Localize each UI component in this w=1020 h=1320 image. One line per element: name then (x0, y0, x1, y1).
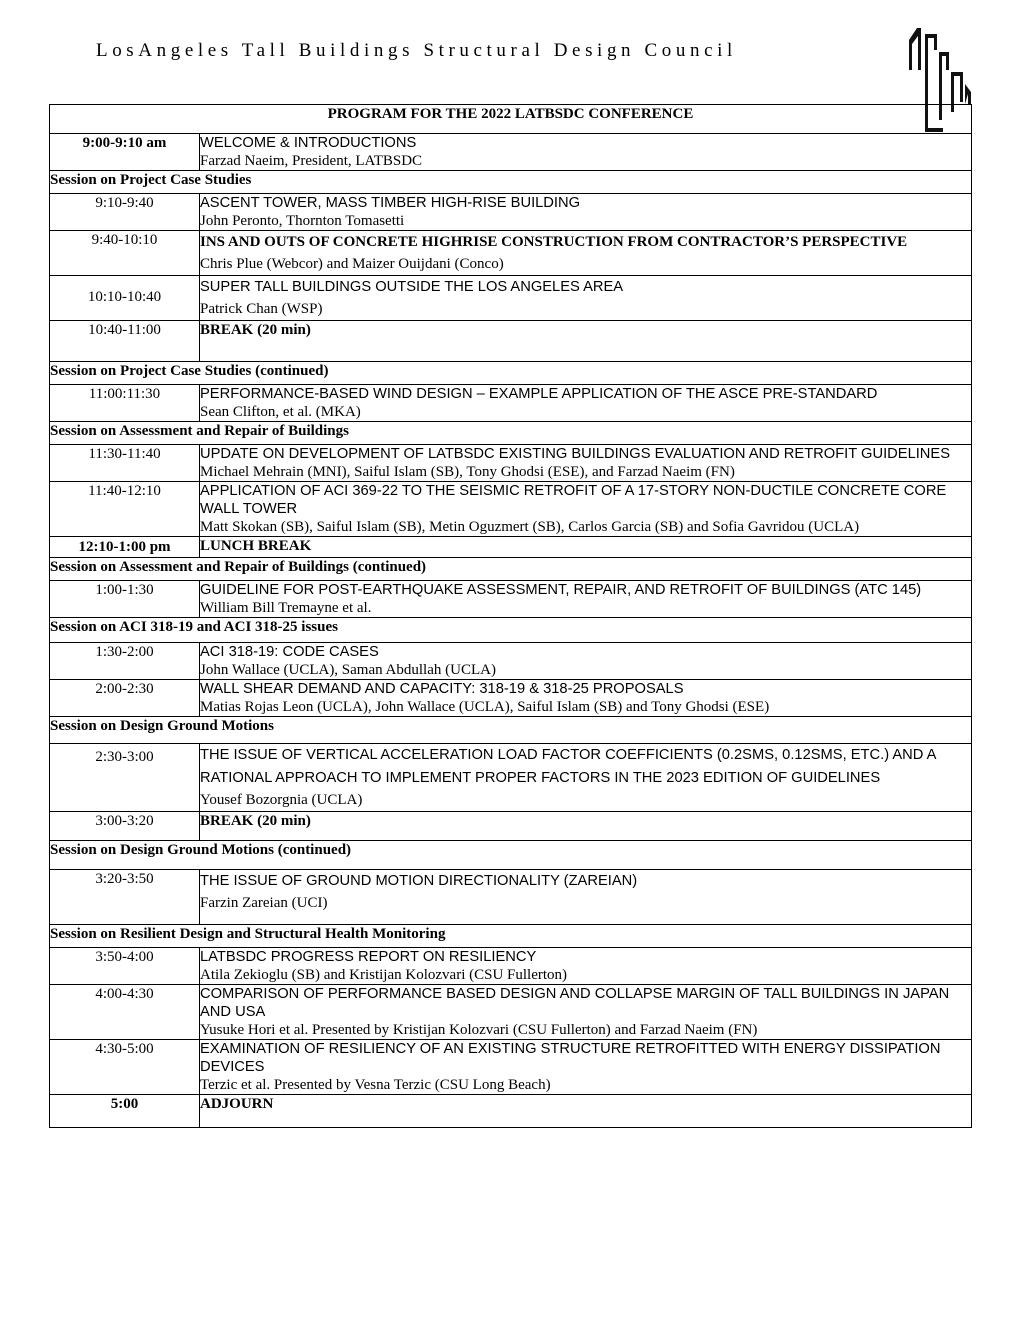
program-item-row (50, 134, 972, 171)
session-details (200, 985, 972, 1040)
time-slot: 4:00-4:30 (50, 985, 200, 1040)
time-slot: 9:40-10:10 (50, 231, 200, 276)
session-label: Session on ACI 318-19 and ACI 318-25 issues (50, 618, 972, 643)
session-details (200, 744, 972, 812)
speakers: Michael Mehrain (MNI), Saiful Islam (SB), Tony Ghodsi (ESE), and Farzad Naeim (FN) (200, 464, 735, 480)
session-label: Session on Assessment and Repair of Buildings (50, 422, 972, 445)
speakers: Patrick Chan (WSP) (200, 301, 323, 317)
session-label: Session on Project Case Studies (50, 171, 972, 194)
talk-title: ADJOURN (200, 1096, 274, 1112)
time-slot: 9:00-9:10 am (50, 134, 200, 171)
session-details (200, 231, 972, 276)
session-header-row (50, 558, 972, 581)
program-item-row (50, 482, 972, 537)
speakers: Farzad Naeim, President, LATBSDC (200, 153, 423, 169)
program-item-row (50, 643, 972, 680)
session-details (200, 385, 972, 422)
talk-title: EXAMINATION OF RESILIENCY OF AN EXISTING STRUCTURE RETROFITTED WITH ENERGY DISSIPATION DEVICES (200, 1041, 941, 1075)
time-slot: 11:40-12:10 (50, 482, 200, 537)
session-details (200, 321, 972, 362)
time-slot: 2:00-2:30 (50, 680, 200, 717)
program-title-row (50, 105, 972, 134)
speakers: Chris Plue (Webcor) and Maizer Ouijdani (Conco) (200, 256, 504, 272)
program-item-row (50, 194, 972, 231)
speakers: Matt Skokan (SB), Saiful Islam (SB), Metin Oguzmert (SB), Carlos Garcia (SB) and Sofia Gavridou (UCLA) (200, 519, 860, 535)
speakers: John Wallace (UCLA), Saman Abdullah (UCLA) (200, 662, 496, 678)
program-item-row (50, 276, 972, 321)
session-header-row (50, 618, 972, 643)
session-details (200, 134, 972, 171)
conference-program-table (49, 104, 972, 1128)
talk-title: PERFORMANCE-BASED WIND DESIGN – EXAMPLE APPLICATION OF THE ASCE PRE-STANDARD (200, 386, 878, 402)
time-slot: 3:00-3:20 (50, 812, 200, 841)
time-slot: 11:00:11:30 (50, 385, 200, 422)
session-label: Session on Resilient Design and Structural Health Monitoring (50, 925, 972, 948)
time-slot: 1:30-2:00 (50, 643, 200, 680)
program-item-row (50, 581, 972, 618)
talk-title: ASCENT TOWER, MASS TIMBER HIGH-RISE BUILDING (200, 195, 581, 211)
session-details (200, 1040, 972, 1095)
speakers: Yousef Bozorgnia (UCLA) (200, 792, 363, 808)
time-slot: 10:10-10:40 (50, 276, 200, 321)
session-header-row (50, 925, 972, 948)
talk-title: WELCOME & INTRODUCTIONS (200, 135, 417, 151)
talk-title: BREAK (20 min) (200, 813, 311, 829)
session-header-row (50, 422, 972, 445)
session-details (200, 948, 972, 985)
session-details (200, 812, 972, 841)
time-slot: 3:50-4:00 (50, 948, 200, 985)
program-item-row (50, 1095, 972, 1128)
program-item-row (50, 445, 972, 482)
time-slot: 4:30-5:00 (50, 1040, 200, 1095)
session-details (200, 194, 972, 231)
session-label: Session on Design Ground Motions (50, 717, 972, 744)
time-slot: 12:10-1:00 pm (50, 537, 200, 558)
talk-title: THE ISSUE OF GROUND MOTION DIRECTIONALITY (ZAREIAN) (200, 873, 638, 889)
speakers: William Bill Tremayne et al. (200, 600, 372, 616)
session-details (200, 537, 972, 558)
program-title: PROGRAM FOR THE 2022 LATBSDC CONFERENCE (50, 105, 972, 134)
program-item-row (50, 231, 972, 276)
time-slot: 10:40-11:00 (50, 321, 200, 362)
organization-header: LosAngeles Tall Buildings Structural Design Council (96, 40, 737, 61)
talk-title: SUPER TALL BUILDINGS OUTSIDE THE LOS ANGELES AREA (200, 279, 624, 295)
talk-title: COMPARISON OF PERFORMANCE BASED DESIGN AND COLLAPSE MARGIN OF TALL BUILDINGS IN JAPAN AND USA (200, 986, 950, 1020)
talk-title: LUNCH BREAK (200, 538, 312, 554)
session-details (200, 276, 972, 321)
session-header-row (50, 171, 972, 194)
program-item-row (50, 812, 972, 841)
program-item-row (50, 744, 972, 812)
talk-title: GUIDELINE FOR POST-EARTHQUAKE ASSESSMENT, REPAIR, AND RETROFIT OF BUILDINGS (ATC 145) (200, 582, 922, 598)
time-slot: 5:00 (50, 1095, 200, 1128)
program-item-row (50, 321, 972, 362)
session-details (200, 643, 972, 680)
session-label: Session on Project Case Studies (continued) (50, 362, 972, 385)
speakers: Matias Rojas Leon (UCLA), John Wallace (UCLA), Saiful Islam (SB) and Tony Ghodsi (ESE) (200, 699, 770, 715)
session-header-row (50, 841, 972, 870)
talk-title: UPDATE ON DEVELOPMENT OF LATBSDC EXISTING BUILDINGS EVALUATION AND RETROFIT GUIDELINES (200, 446, 951, 462)
program-item-row (50, 385, 972, 422)
session-details (200, 870, 972, 925)
session-header-row (50, 717, 972, 744)
program-item-row (50, 948, 972, 985)
session-header-row (50, 362, 972, 385)
time-slot: 11:30-11:40 (50, 445, 200, 482)
session-details (200, 1095, 972, 1128)
session-label: Session on Assessment and Repair of Buildings (continued) (50, 558, 972, 581)
talk-title: WALL SHEAR DEMAND AND CAPACITY: 318-19 & 318-25 PROPOSALS (200, 681, 684, 697)
program-table-body (50, 105, 972, 1128)
talk-title: ACI 318-19: CODE CASES (200, 644, 379, 660)
session-details (200, 581, 972, 618)
time-slot: 1:00-1:30 (50, 581, 200, 618)
time-slot: 2:30-3:00 (50, 744, 200, 812)
speakers: Sean Clifton, et al. (MKA) (200, 404, 361, 420)
speakers: Terzic et al. Presented by Vesna Terzic (CSU Long Beach) (200, 1077, 551, 1093)
session-details (200, 680, 972, 717)
program-item-row (50, 870, 972, 925)
session-details (200, 445, 972, 482)
speakers: Yusuke Hori et al. Presented by Kristijan Kolozvari (CSU Fullerton) and Farzad Naeim (FN) (200, 1022, 758, 1038)
talk-title: APPLICATION OF ACI 369-22 TO THE SEISMIC RETROFIT OF A 17-STORY NON-DUCTILE CONCRETE CORE WALL TOWER (200, 483, 947, 517)
program-item-row (50, 537, 972, 558)
program-item-row (50, 680, 972, 717)
talk-title: BREAK (20 min) (200, 322, 311, 338)
talk-title: LATBSDC PROGRESS REPORT ON RESILIENCY (200, 949, 537, 965)
talk-title: THE ISSUE OF VERTICAL ACCELERATION LOAD FACTOR COEFFICIENTS (0.2SMS, 0.12SMS, ETC.) AND A RATIONAL APPROACH TO IMPLEMENT PROPER FACTORS IN THE 2023 EDITION OF GUIDELINES (200, 747, 936, 786)
time-slot: 3:20-3:50 (50, 870, 200, 925)
speakers: John Peronto, Thornton Tomasetti (200, 213, 405, 229)
session-details (200, 482, 972, 537)
speakers: Atila Zekioglu (SB) and Kristijan Kolozvari (CSU Fullerton) (200, 967, 568, 983)
speakers: Farzin Zareian (UCI) (200, 895, 328, 911)
session-label: Session on Design Ground Motions (continued) (50, 841, 972, 870)
program-item-row (50, 985, 972, 1040)
program-item-row (50, 1040, 972, 1095)
talk-title: INS AND OUTS OF CONCRETE HIGHRISE CONSTRUCTION FROM CONTRACTOR’S PERSPECTIVE (200, 234, 908, 250)
time-slot: 9:10-9:40 (50, 194, 200, 231)
